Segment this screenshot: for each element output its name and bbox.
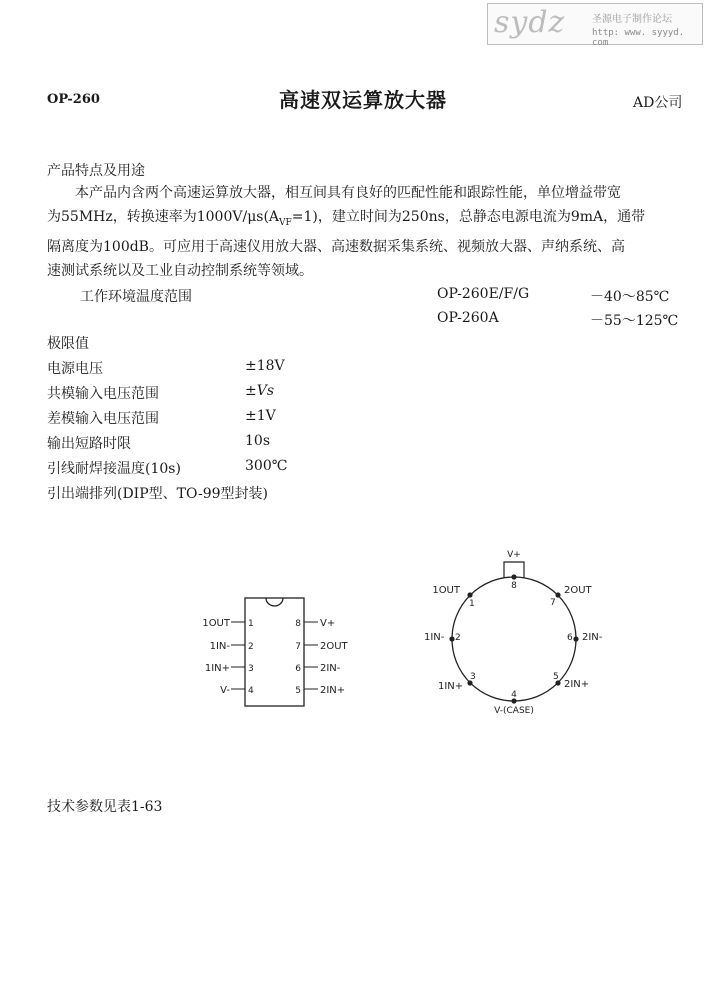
part-number: OP-260 xyxy=(47,92,100,107)
dip-pin-name: 2IN- xyxy=(320,663,341,674)
features-paragraph xyxy=(47,181,688,284)
to99-pin-name: 1OUT xyxy=(432,585,460,596)
dip-notch xyxy=(266,598,283,606)
temp-model: OP-260E/F/G xyxy=(437,286,530,302)
limit-label: 共模输入电压范围 xyxy=(47,386,159,402)
limit-label: 输出短路时限 xyxy=(47,436,131,452)
dip-package-diagram xyxy=(190,590,360,710)
limit-value: ±18V xyxy=(245,358,285,374)
limits-heading: 极限值 xyxy=(47,336,89,352)
limit-value: 300℃ xyxy=(245,458,288,474)
limit-label: 电源电压 xyxy=(47,361,103,377)
watermark-logo: sydz xyxy=(494,5,566,40)
to99-pin-number: 3 xyxy=(470,672,476,682)
dip-pin-number: 4 xyxy=(248,686,254,696)
temp-range-value: －55～125℃ xyxy=(590,313,679,329)
limit-value: ±1V xyxy=(245,408,276,424)
dip-pin-number: 7 xyxy=(295,642,301,652)
features-line: 隔离度为100dB。可应用于高速仪用放大器、高速数据采集系统、视频放大器、声纳系统、高 xyxy=(47,239,625,256)
dip-pin-name: V- xyxy=(220,685,230,696)
to99-pin-number: 8 xyxy=(511,581,517,591)
dip-pin-name: 1OUT xyxy=(202,618,230,629)
watermark-box xyxy=(487,3,703,48)
limit-value: 10s xyxy=(245,433,270,449)
temp-model: OP-260A xyxy=(437,310,499,326)
to99-pin-number: 7 xyxy=(550,598,556,608)
watermark-url: http: www. syyyd. com xyxy=(592,28,685,48)
dip-pin-name: 1IN+ xyxy=(204,663,230,674)
features-line: 速测试系统以及工业自动控制系统等领域。 xyxy=(47,263,313,280)
watermark-site-name: 圣源电子制作论坛 xyxy=(592,14,672,25)
dip-pin-name: 2OUT xyxy=(320,641,348,652)
to99-pin-name: 2IN- xyxy=(582,632,603,643)
dip-pin-number: 1 xyxy=(248,619,254,629)
temp-range-label: 工作环境温度范围 xyxy=(80,289,192,305)
to99-pin-name: V-(CASE) xyxy=(494,706,534,715)
footer-reference: 技术参数见表1-63 xyxy=(47,799,163,815)
pinout-heading: 引出端排列(DIP型、TO-99型封装) xyxy=(47,486,268,502)
to99-pin-number: 6 xyxy=(567,633,573,643)
to99-pin-number: 1 xyxy=(469,599,475,609)
features-line: 本产品内含两个高速运算放大器，相互间具有良好的匹配性能和跟踪性能，单位增益带宽 xyxy=(47,185,621,201)
features-heading: 产品特点及用途 xyxy=(47,163,145,179)
to99-pin-name: 2OUT xyxy=(564,585,592,596)
to99-pin-name: 1IN+ xyxy=(438,681,464,692)
page-title: 高速双运算放大器 xyxy=(279,88,447,112)
dip-pin-name: 1IN- xyxy=(209,641,230,652)
to99-pin-number: 4 xyxy=(511,690,517,700)
manufacturer: AD公司 xyxy=(633,95,683,111)
limit-label: 差模输入电压范围 xyxy=(47,411,159,427)
to99-pin-name: 1IN- xyxy=(424,632,445,643)
temp-range-value: －40～85℃ xyxy=(590,289,670,305)
features-line: 为55MHz，转换速率为$1000V/\mu s(A_{VF}=1)$，建立时间为250ns，总静态电源电流为9mA，通带 xyxy=(47,209,646,228)
dip-pin-number: 2 xyxy=(248,642,254,652)
dip-pin-number: 8 xyxy=(295,619,301,629)
dip-pin-number: 3 xyxy=(248,664,254,674)
limit-label: 引线耐焊接温度(10s) xyxy=(47,461,181,477)
dip-pin-number: 6 xyxy=(295,664,301,674)
to99-pin-number: 2 xyxy=(455,633,461,643)
dip-pin-name: V+ xyxy=(320,618,336,629)
limit-value: ±Vs xyxy=(245,383,275,399)
dip-pin-number: 5 xyxy=(295,686,301,696)
to99-pin-name: 2IN+ xyxy=(564,679,590,690)
dip-pin-name: 2IN+ xyxy=(320,685,346,696)
to99-pin-name: V+ xyxy=(507,550,521,560)
to99-pin-number: 5 xyxy=(553,672,559,682)
to99-package-diagram xyxy=(410,545,620,715)
